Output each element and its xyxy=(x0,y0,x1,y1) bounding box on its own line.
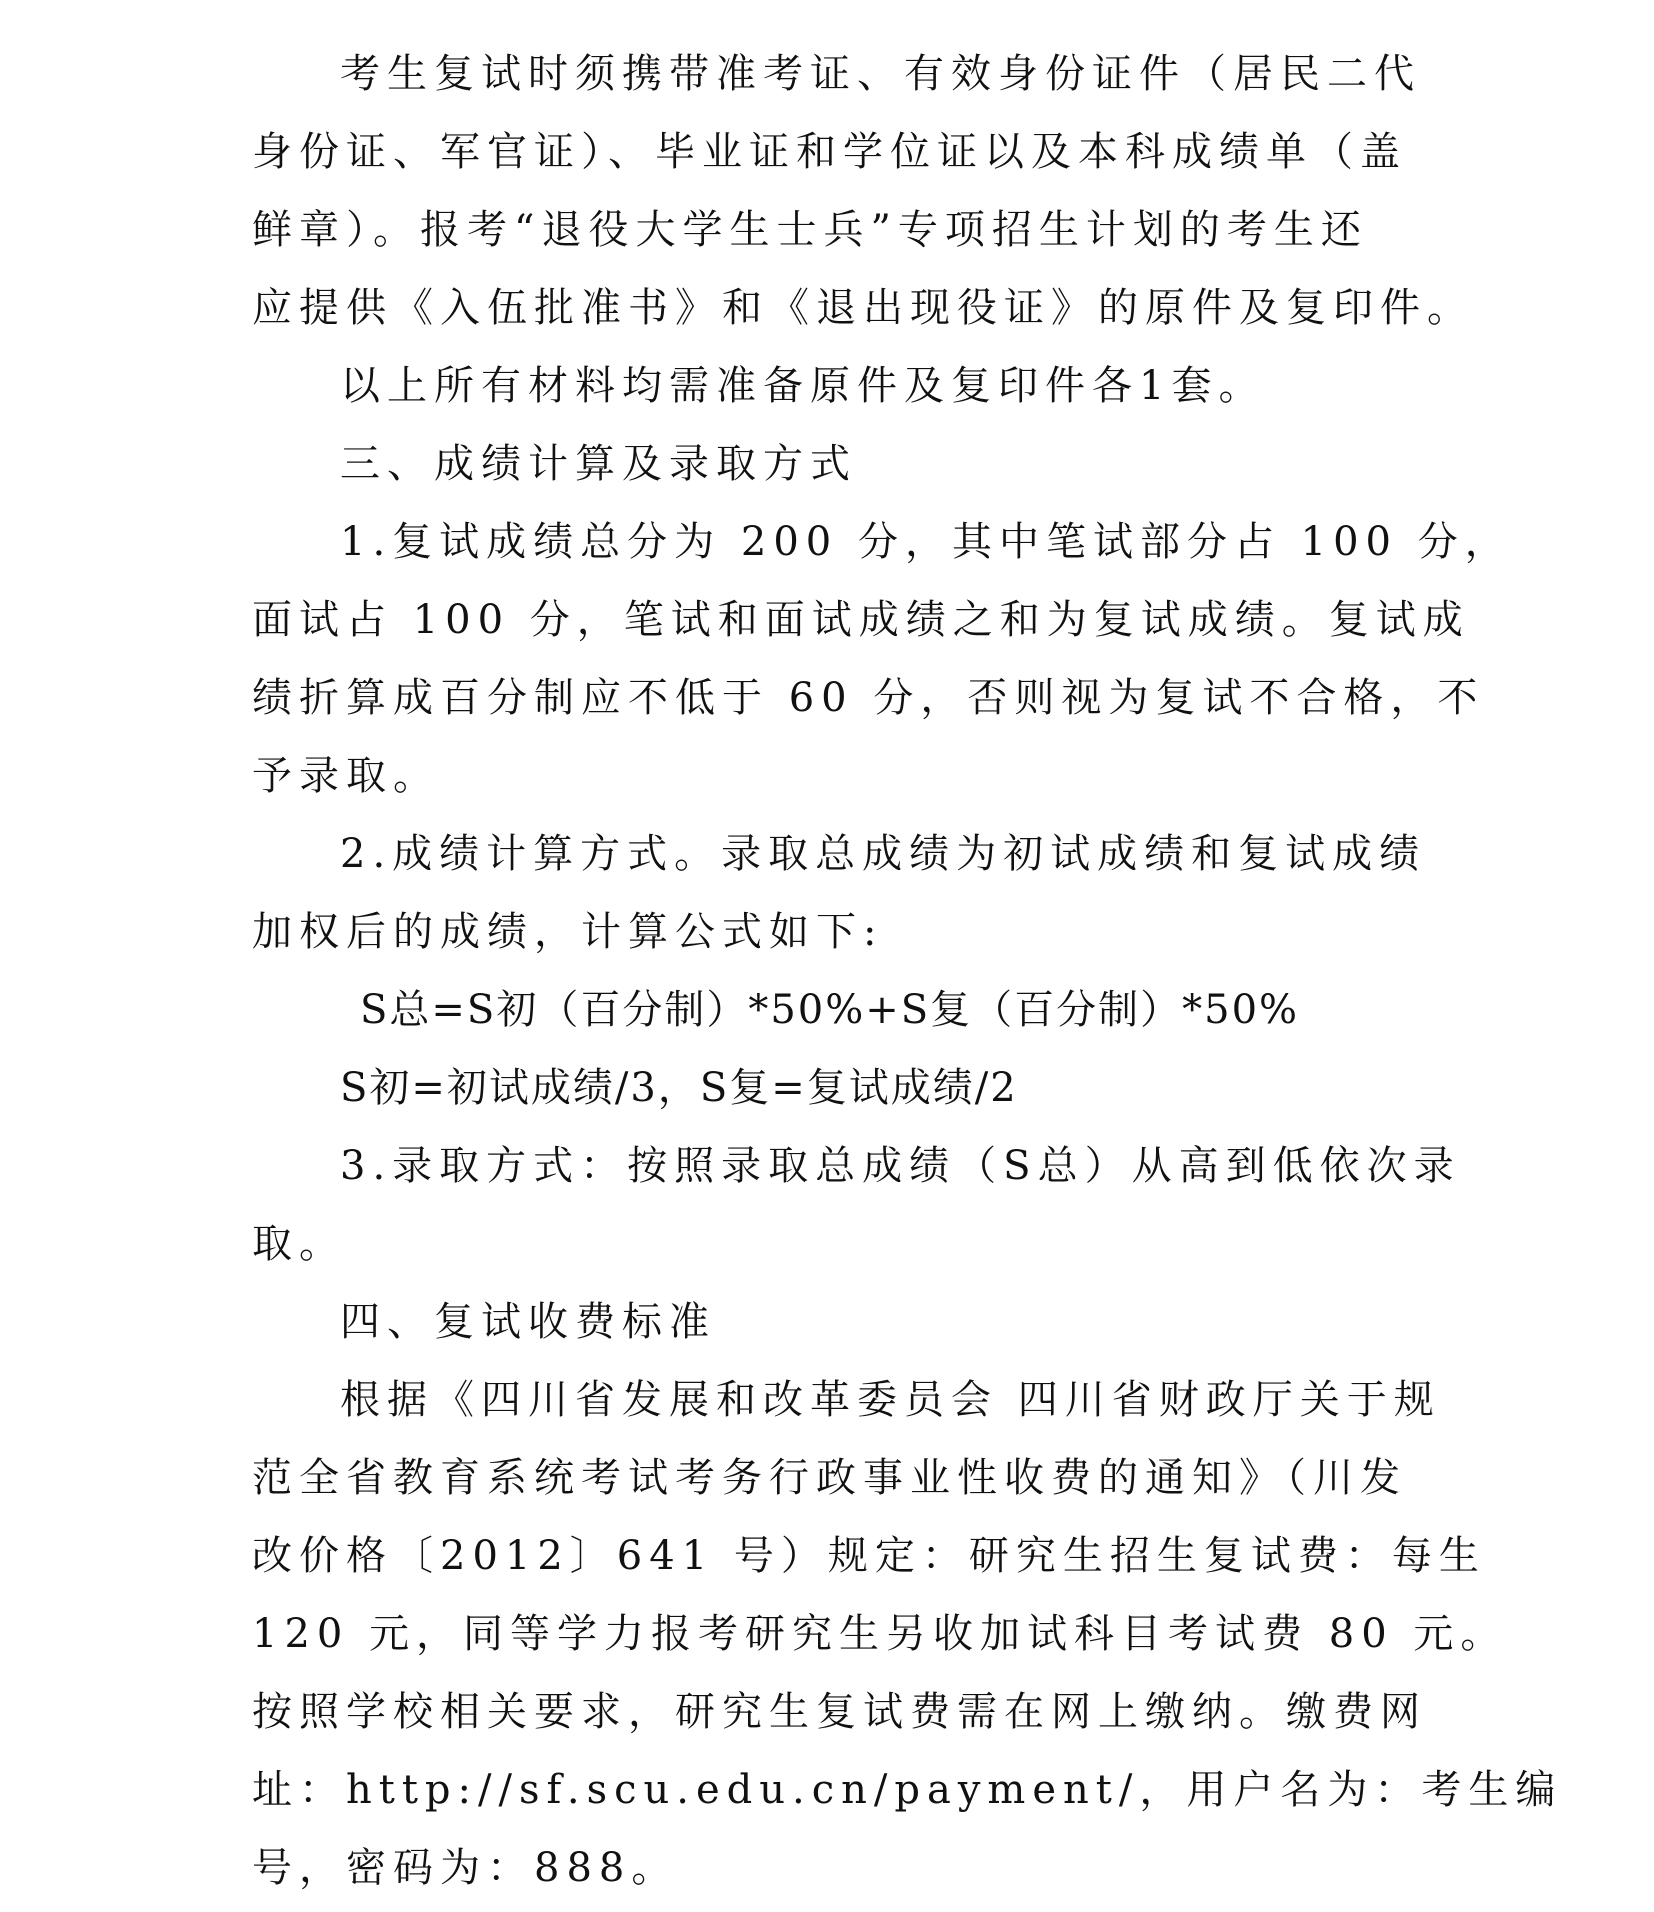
paragraph-line: 考生复试时须携带准考证、有效身份证件（居民二代 xyxy=(340,51,1421,97)
paragraph-line: 3.录取方式：按照录取总成绩（S总）从高到低依次录 xyxy=(340,1143,1461,1189)
paragraph-line: 范全省教育系统考试考务行政事业性收费的通知》（川发 xyxy=(252,1455,1407,1501)
paragraph-line: 根据《四川省发展和改革委员会 四川省财政厅关于规 xyxy=(340,1377,1441,1423)
paragraph-line: 2.成绩计算方式。录取总成绩为初试成绩和复试成绩 xyxy=(340,831,1427,877)
paragraph-line: 1.复试成绩总分为 200 分，其中笔试部分占 100 分， xyxy=(340,519,1512,565)
paragraph-line: 身份证、军官证）、毕业证和学位证以及本科成绩单（盖 xyxy=(252,129,1407,175)
paragraph-line: 面试占 100 分，笔试和面试成绩之和为复试成绩。复试成 xyxy=(252,597,1470,643)
paragraph-line: 予录取。 xyxy=(252,753,440,799)
paragraph-line: 应提供《入伍批准书》和《退出现役证》的原件及复印件。 xyxy=(252,285,1474,331)
paragraph-line: 绩折算成百分制应不低于 60 分，否则视为复试不合格，不 xyxy=(252,675,1485,721)
paragraph-line: 改价格〔2012〕641 号）规定：研究生招生复试费：每生 xyxy=(252,1533,1486,1579)
paragraph-line: 鲜章）。报考“退役大学生士兵”专项招生计划的考生还 xyxy=(252,207,1368,253)
paragraph-line: 号，密码为：888。 xyxy=(252,1845,679,1891)
paragraph-line: 按照学校相关要求，研究生复试费需在网上缴纳。缴费网 xyxy=(252,1689,1427,1735)
section-heading-4: 四、复试收费标准 xyxy=(340,1299,716,1345)
payment-url-line: 址：http://sf.scu.edu.cn/payment/，用户名为：考生编 xyxy=(252,1767,1563,1813)
paragraph-line: 取。 xyxy=(252,1221,346,1267)
formula-sub-scores: S初=初试成绩/3，S复=复试成绩/2 xyxy=(340,1065,1018,1111)
formula-total-score: S总=S初（百分制）*50%+S复（百分制）*50% xyxy=(360,987,1300,1033)
paragraph-line: 120 元，同等学力报考研究生另收加试科目考试费 80 元。 xyxy=(252,1611,1508,1657)
paragraph-line: 以上所有材料均需准备原件及复印件各1套。 xyxy=(340,363,1266,409)
section-heading-3: 三、成绩计算及录取方式 xyxy=(340,441,857,487)
paragraph-line: 加权后的成绩，计算公式如下: xyxy=(252,909,884,955)
